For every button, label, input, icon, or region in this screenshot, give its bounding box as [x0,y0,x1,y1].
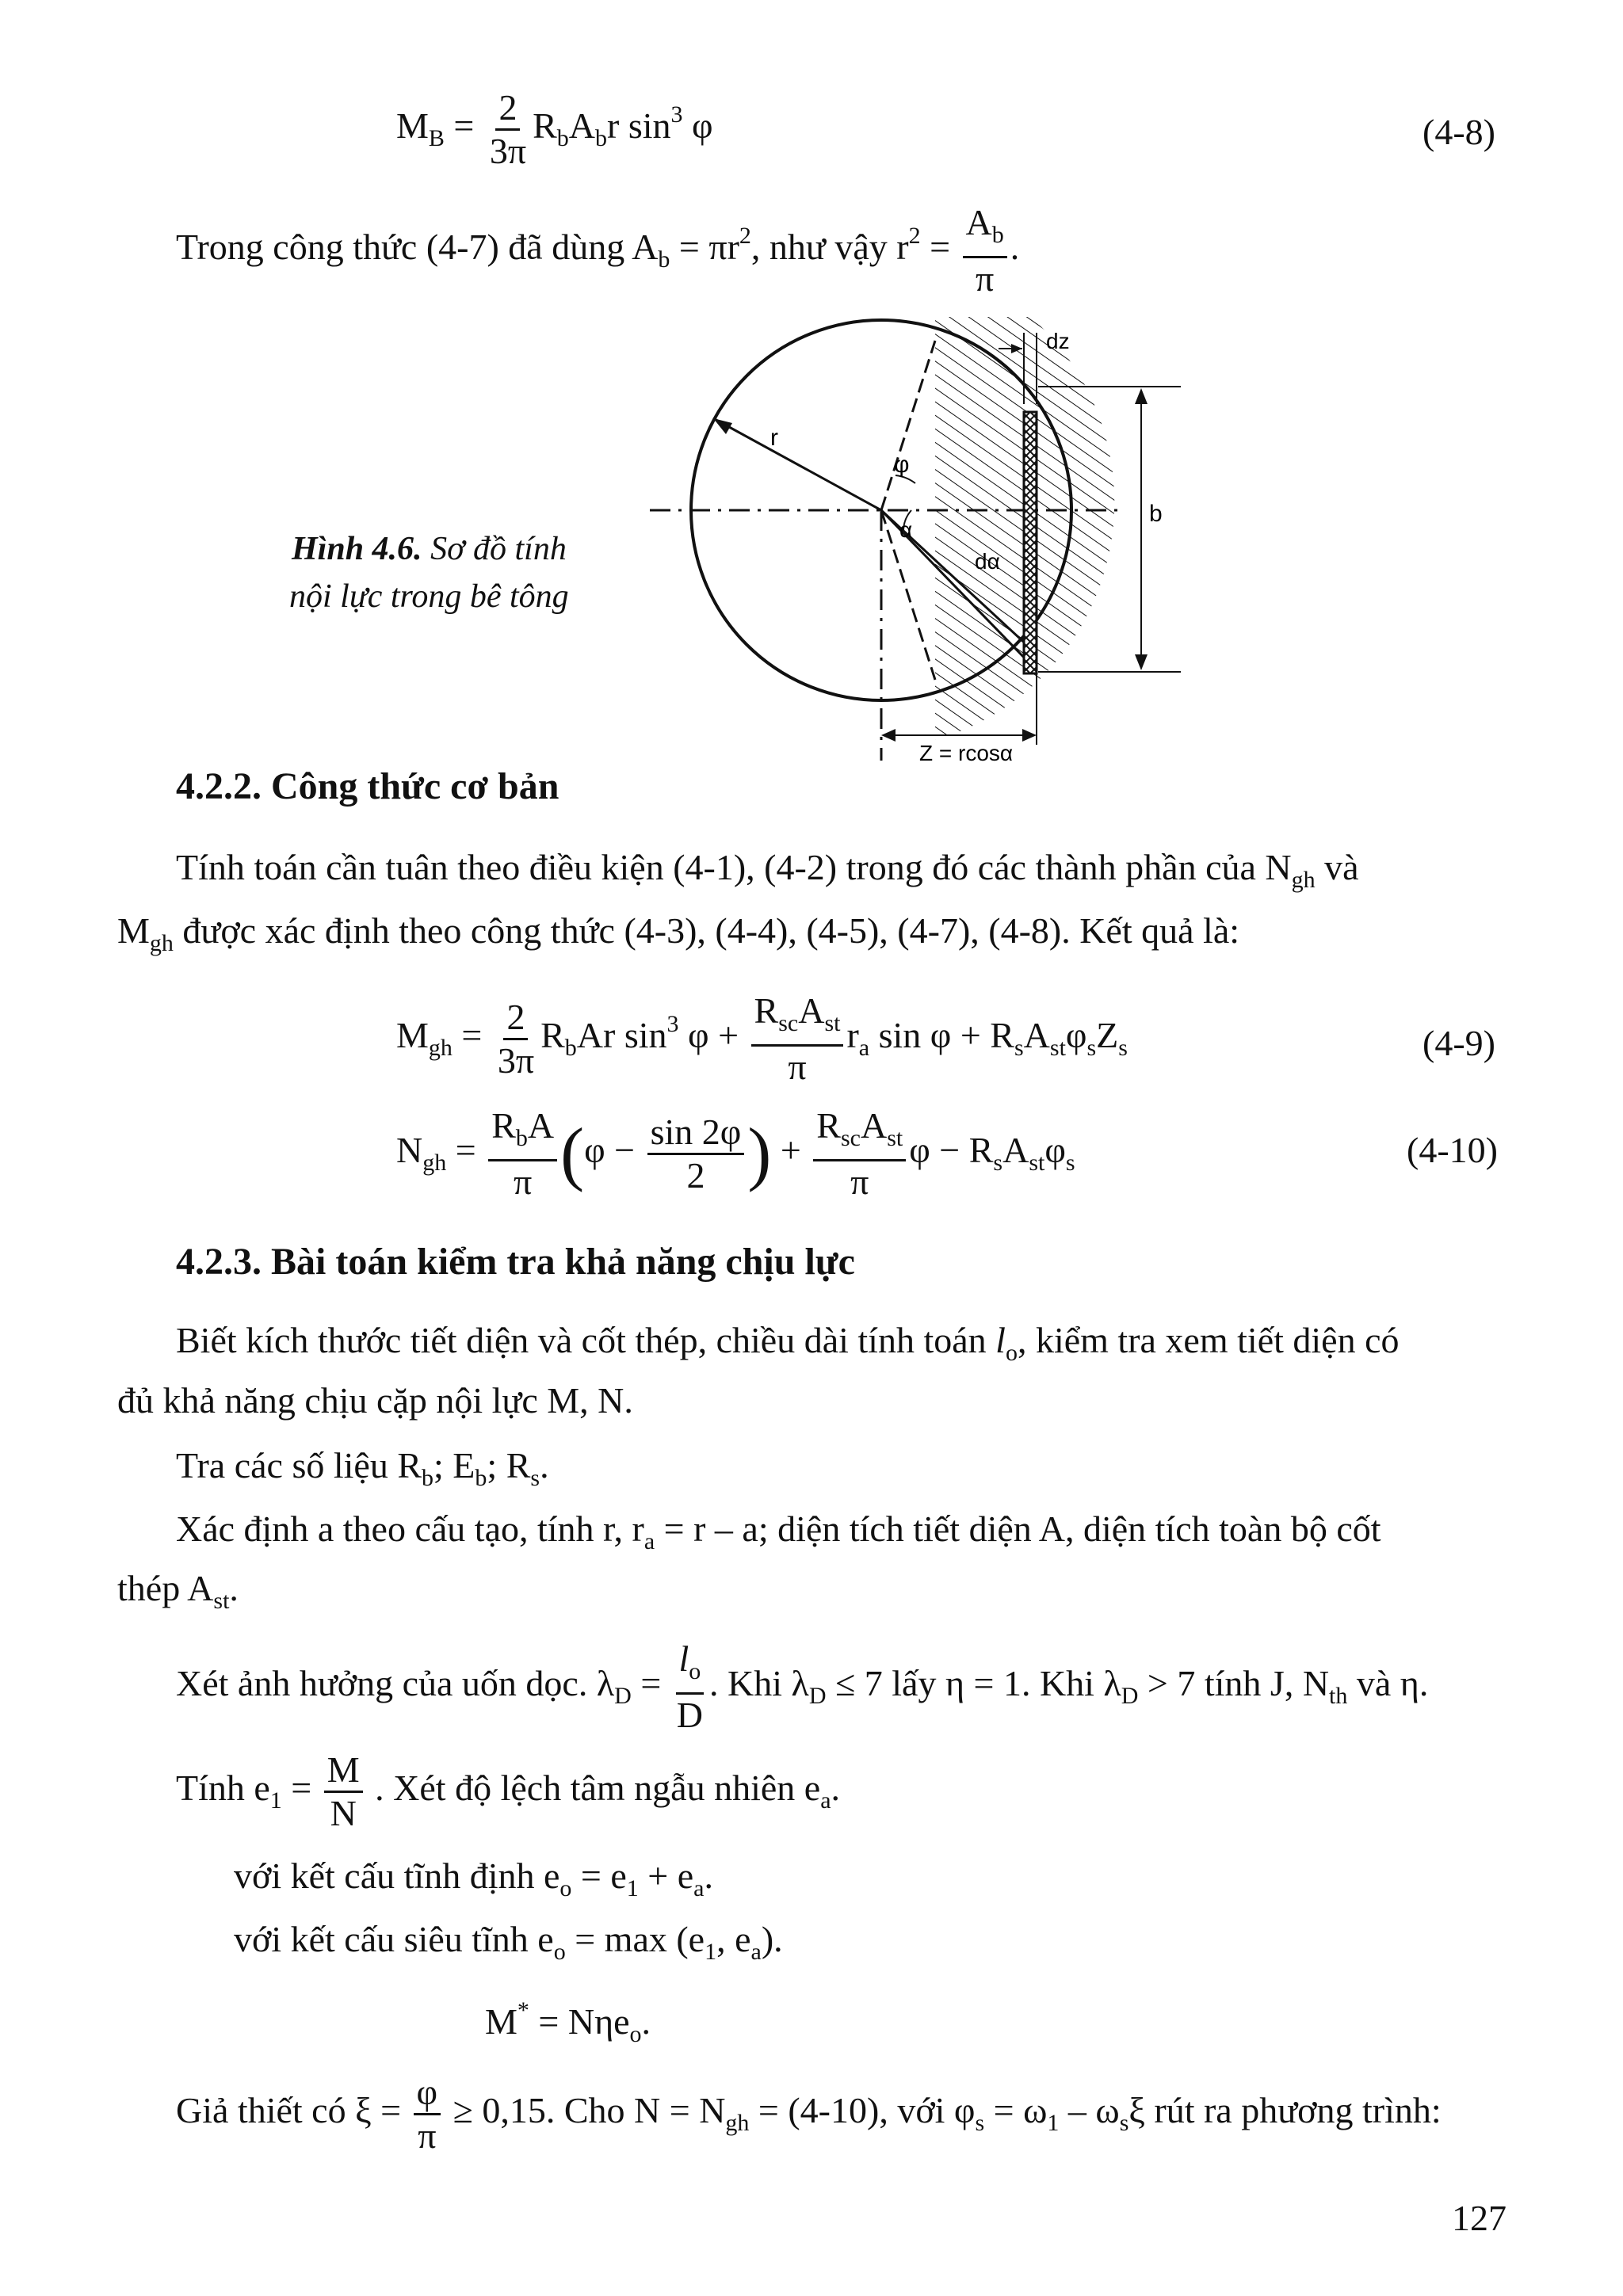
section-heading-4-2-3: 4.2.3. Bài toán kiểm tra khả năng chịu lực [176,1241,855,1283]
label-r: r [770,425,778,451]
figure-caption-line-2: nội lực trong bê tông [289,578,569,615]
label-alpha: α [899,517,913,542]
label-z: Z = rcosα [919,741,1014,765]
paragraph-check-line-1: Biết kích thước tiết diện và cốt thép, chiều dài tính toán $l_o$, kiểm tra xem tiết diện có [176,1320,1400,1366]
label-dalpha: dα [975,549,1000,574]
paragraph-determinate: với kết cấu tĩnh định $e_o = e_1 + e_a$. [234,1855,713,1901]
label-phi: φ [894,452,910,478]
chord-top [881,341,935,510]
equation-4-10: $N_{gh}$ = $\frac{R_bA}{\pi}$ (φ − $\frac{\sin 2\varphi}{2}$ ) + $\frac{R_{sc}A_{st}}{\pi}$ $\varphi - R_sA_{st}\varphi_s$ [396,1105,1075,1202]
equation-4-8: $M_B$ = $\frac{2}{3\pi}$ $R_bA_br$ $\sin^3 \varphi$ [396,87,713,171]
paragraph-data: Tra các số liệu $R_b$; $E_b$; $R_s$. [176,1445,549,1491]
label-dz: dz [1046,329,1070,353]
label-b: b [1149,501,1163,527]
paragraph-formula-note: Trong công thức (4-7) đã dùng $A_b = \pi r^2$, như vậy $r^2$ = $\frac{A_b}{\pi}$ . [176,202,1020,299]
figure-4-6-diagram [634,317,1236,808]
equation-4-9: $M_{gh}$ = $\frac{2}{3\pi}$ $R_bAr$ $\sin^3 \varphi$ + $\frac{R_{sc}A_{st}}{\pi}$ $r_a$ $\sin \varphi + R_sA_{st}\varphi_sZ_s$ [396,990,1128,1087]
paragraph-eccentricity: Tính $e_1$ = $\frac{M}{N}$ . Xét độ lệch tâm ngẫu nhiên $e_a$. [176,1749,841,1833]
equation-number-4-8: (4-8) [1423,112,1495,152]
paragraph-indeterminate: với kết cấu siêu tĩnh $e_o = \max (e_1$, $e_a$). [234,1919,783,1965]
section-heading-4-2-2: 4.2.2. Công thức cơ bản [176,765,559,807]
page-number: 127 [1452,2198,1507,2238]
figure-caption-line-1: Hình 4.6. Sơ đồ tính [292,531,567,567]
paragraph-geometry-line-1: Xác định a theo cấu tạo, tính r, $r_a = r - a$; diện tích tiết diện A, diện tích toàn bộ cốt [176,1508,1381,1554]
radius-arrowhead [713,418,732,434]
equation-number-4-10: (4-10) [1407,1130,1498,1170]
paragraph-buckling: Xét ảnh hưởng của uốn dọc. $\lambda_D$ = $\frac{l_o}{D}$ . Khi $\lambda_D \le 7$ lấy η = 1. Khi $\lambda_D > 7$ tính J, $N_{th}$ và η. [176,1638,1429,1735]
paragraph-check-line-2: đủ khả năng chịu cặp nội lực M, N. [117,1380,633,1421]
paragraph-conditions-line-1: Tính toán cần tuân theo điều kiện (4-1), (4-2) trong đó các thành phần của $N_{gh}$ và [176,847,1359,893]
equation-number-4-9: (4-9) [1423,1023,1495,1063]
paragraph-conditions-line-2: $M_{gh}$ được xác định theo công thức (4-3), (4-4), (4-5), (4-7), (4-8). Kết quả là: [117,910,1240,956]
paragraph-assumption: Giả thiết có ξ = $\frac{\varphi}{\pi}$ ≥ 0,15. Cho $N = N_{gh} = (4-10)$, với $\varphi_s = \omega_1 - \omega_s\xi$ rút ra phương trình: [176,2072,1442,2156]
steel-strip [1024,412,1037,673]
radius-line [713,418,881,510]
paragraph-moment: M* = Nηe$_o$. [485,1997,651,2047]
paragraph-geometry-line-2: thép $A_{st}$. [117,1568,239,1614]
